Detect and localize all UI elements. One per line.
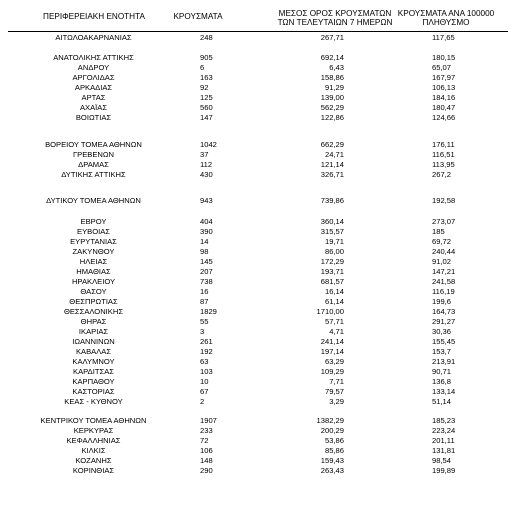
region-name: ΚΕΡΚΥΡΑΣ [73,426,114,435]
cases-per-100000-value: 273,07 [432,217,456,226]
cases-value: 92 [200,83,209,92]
region-name: ΚΙΛΚΙΣ [81,446,106,455]
header-avg-line2: ΤΩΝ ΤΕΛΕΥΤΑΙΩΝ 7 ΗΜΕΡΩΝ [277,18,393,27]
region-name: ΗΜΑΘΙΑΣ [76,267,111,276]
seven-day-average-value: 61,14 [324,297,344,306]
cases-value: 233 [200,426,213,435]
seven-day-average-value: 19,71 [324,237,344,246]
seven-day-average-value: 263,43 [320,466,344,475]
table-row [0,416,512,426]
region-name: ΚΕΦΑΛΛΗΝΙΑΣ [66,436,121,445]
seven-day-average-value: 193,71 [320,267,344,276]
seven-day-average-value: 1710,00 [316,307,344,316]
seven-day-average-value: 562,29 [320,103,344,112]
seven-day-average-value: 53,86 [324,436,344,445]
table-row [0,317,512,327]
region-name: ΚΟΖΑΝΗΣ [75,456,112,465]
table-row [0,33,512,43]
seven-day-average-value: 85,86 [324,446,344,455]
seven-day-average-value: 16,14 [324,287,344,296]
cases-per-100000-value: 223,24 [432,426,456,435]
region-name: ΘΕΣΠΡΩΤΙΑΣ [69,297,118,306]
region-name: ΚΑΣΤΟΡΙΑΣ [72,387,115,396]
cases-value: 248 [200,33,213,42]
table-row [0,277,512,287]
table-row [0,140,512,150]
cases-per-100000-value: 91,02 [432,257,452,266]
region-name: ΔΡΑΜΑΣ [78,160,109,169]
cases-per-100000-value: 124,66 [432,113,456,122]
region-name: ΙΩΑΝΝΙΝΩΝ [72,337,115,346]
cases-value: 560 [200,103,213,112]
table-row [0,160,512,170]
region-name: ΗΛΕΙΑΣ [79,257,108,266]
cases-per-100000-value: 131,81 [432,446,456,455]
table-row [0,83,512,93]
table-row [0,446,512,456]
region-name: ΕΒΡΟΥ [80,217,107,226]
seven-day-average-value: 4,71 [329,327,344,336]
cases-per-100000-value: 240,44 [432,247,456,256]
region-name: ΘΑΣΟΥ [80,287,107,296]
table-row [0,267,512,277]
table-row [0,93,512,103]
table-row [0,357,512,367]
table-row [0,327,512,337]
seven-day-average-value: 267,71 [320,33,344,42]
cases-per-100000-value: 155,45 [432,337,456,346]
cases-value: 738 [200,277,213,286]
table-row [0,337,512,347]
header-per-line1: ΚΡΟΥΣΜΑΤΑ ΑΝΑ 100000 [397,9,495,18]
cases-per-100000-value: 106,13 [432,83,456,92]
seven-day-average-value: 139,00 [320,93,344,102]
seven-day-average-value: 63,29 [324,357,344,366]
cases-value: 943 [200,196,213,205]
seven-day-average-value: 122,86 [320,113,344,122]
table-row [0,103,512,113]
cases-value: 290 [200,466,213,475]
region-name: ΒΟΡΕΙΟΥ ΤΟΜΕΑ ΑΘΗΝΩΝ [45,140,142,149]
region-name: ΖΑΚΥΝΘΟΥ [72,247,115,256]
cases-value: 404 [200,217,213,226]
cases-per-100000-value: 267,2 [432,170,452,179]
table-row [0,307,512,317]
cases-value: 37 [200,150,209,159]
seven-day-average-value: 1382,29 [316,416,344,425]
cases-per-100000-value: 180,47 [432,103,456,112]
cases-value: 72 [200,436,209,445]
seven-day-average-value: 109,29 [320,367,344,376]
cases-per-100000-value: 65,07 [432,63,452,72]
region-name: ΚΕΝΤΡΙΚΟΥ ΤΟΜΕΑ ΑΘΗΝΩΝ [40,416,147,425]
seven-day-average-value: 360,14 [320,217,344,226]
seven-day-average-value: 6,43 [329,63,344,72]
region-name: ΑΡΤΑΣ [81,93,106,102]
cases-value: 192 [200,347,213,356]
header-avg-line1: ΜΕΣΟΣ ΟΡΟΣ ΚΡΟΥΣΜΑΤΩΝ [278,9,392,18]
region-name: ΔΥΤΙΚΟΥ ΤΟΜΕΑ ΑΘΗΝΩΝ [46,196,141,205]
cases-per-100000-value: 201,11 [432,436,455,445]
table-row [0,63,512,73]
cases-value: 63 [200,357,209,366]
header-cases: ΚΡΟΥΣΜΑΤΑ [173,12,223,21]
region-name: ΚΑΡΠΑΘΟΥ [72,377,115,386]
cases-per-100000-value: 69,72 [432,237,452,246]
cases-per-100000-value: 185,23 [432,416,456,425]
cases-per-100000-value: 184,16 [432,93,456,102]
region-name: ΑΡΚΑΔΙΑΣ [74,83,113,92]
table-row [0,426,512,436]
seven-day-average-value: 326,71 [320,170,344,179]
seven-day-average-value: 197,14 [320,347,344,356]
table-row [0,247,512,257]
cases-per-100000-value: 176,11 [432,140,455,149]
seven-day-average-value: 681,57 [320,277,344,286]
table-row [0,436,512,446]
region-name: ΕΥΡΥΤΑΝΙΑΣ [70,237,117,246]
cases-value: 905 [200,53,213,62]
table-row [0,387,512,397]
cases-value: 1042 [200,140,217,149]
cases-per-100000-value: 30,36 [432,327,452,336]
cases-value: 103 [200,367,213,376]
seven-day-average-value: 692,14 [320,53,344,62]
cases-value: 14 [200,237,209,246]
cases-per-100000-value: 113,95 [432,160,455,169]
cases-value: 112 [200,160,213,169]
seven-day-average-value: 172,29 [320,257,344,266]
cases-value: 147 [200,113,213,122]
region-name: ΘΗΡΑΣ [80,317,107,326]
seven-day-average-value: 662,29 [320,140,344,149]
header-per-line2: ΠΛΗΘΥΣΜΟ [422,18,470,27]
table-row [0,227,512,237]
cases-value: 430 [200,170,213,179]
region-name: ΑΡΓΟΛΙΔΑΣ [72,73,115,82]
region-name: ΚΑΒΑΛΑΣ [75,347,112,356]
seven-day-average-value: 57,71 [324,317,344,326]
table-row [0,196,512,206]
table-row [0,150,512,160]
region-name: ΒΟΙΩΤΙΑΣ [75,113,112,122]
cases-per-100000-value: 133,14 [432,387,456,396]
cases-value: 145 [200,257,213,266]
cases-value: 98 [200,247,209,256]
table-row [0,257,512,267]
region-name: ΚΟΡΙΝΘΙΑΣ [72,466,115,475]
table-row [0,347,512,357]
region-name: ΚΑΡΔΙΤΣΑΣ [73,367,114,376]
cases-per-100000-value: 199,6 [432,297,452,306]
seven-day-average-value: 121,14 [320,160,344,169]
cases-per-100000-value: 213,91 [432,357,456,366]
seven-day-average-value: 200,29 [320,426,344,435]
cases-value: 1907 [200,416,217,425]
cases-per-100000-value: 117,65 [432,33,455,42]
seven-day-average-value: 3,29 [329,397,344,406]
cases-per-100000-value: 164,73 [432,307,456,316]
seven-day-average-value: 739,86 [320,196,344,205]
cases-value: 390 [200,227,213,236]
cases-value: 261 [200,337,213,346]
cases-value: 55 [200,317,209,326]
region-name: ΑΝΑΤΟΛΙΚΗΣ ΑΤΤΙΚΗΣ [53,53,134,62]
cases-per-100000-value: 51,14 [432,397,452,406]
table-row [0,367,512,377]
region-name: ΗΡΑΚΛΕΙΟΥ [71,277,116,286]
cases-per-100000-value: 147,21 [432,267,456,276]
cases-per-100000-value: 180,15 [432,53,456,62]
cases-per-100000-value: 136,8 [432,377,452,386]
region-name: ΙΚΑΡΙΑΣ [78,327,109,336]
table-row [0,397,512,407]
cases-value: 163 [200,73,213,82]
cases-value: 148 [200,456,213,465]
header-region: ΠΕΡΙΦΕΡΕΙΑΚΗ ΕΝΟΤΗΤΑ [43,12,145,21]
cases-per-100000-value: 185 [432,227,445,236]
seven-day-average-value: 241,14 [320,337,344,346]
region-name: ΓΡΕΒΕΝΩΝ [72,150,115,159]
cases-per-100000-value: 98,54 [432,456,452,465]
table-row [0,170,512,180]
cases-per-100000-value: 291,27 [432,317,456,326]
seven-day-average-value: 86,00 [324,247,344,256]
seven-day-average-value: 24,71 [324,150,344,159]
region-name: ΑΝΔΡΟΥ [77,63,110,72]
header-cases-per-100000 [386,9,506,27]
region-name: ΕΥΒΟΙΑΣ [77,227,110,236]
seven-day-average-value: 7,71 [329,377,344,386]
cases-per-100000-value: 116,19 [432,287,455,296]
table-row [0,53,512,63]
cases-value: 87 [200,297,209,306]
cases-per-100000-value: 90,71 [432,367,452,376]
region-name: ΑΧΑΪΑΣ [79,103,108,112]
cases-value: 10 [200,377,209,386]
table-row [0,113,512,123]
cases-value: 16 [200,287,209,296]
cases-value: 67 [200,387,209,396]
region-name: ΘΕΣΣΑΛΟΝΙΚΗΣ [63,307,124,316]
cases-value: 3 [200,327,205,336]
table-row [0,217,512,227]
cases-value: 6 [200,63,205,72]
table-row [0,287,512,297]
seven-day-average-value: 158,86 [320,73,344,82]
table-row [0,377,512,387]
seven-day-average-value: 315,57 [320,227,344,236]
seven-day-average-value: 91,29 [324,83,344,92]
cases-per-100000-value: 153,7 [432,347,452,356]
cases-value: 1829 [200,307,217,316]
table-row [0,73,512,83]
cases-value: 106 [200,446,213,455]
table-row [0,237,512,247]
cases-per-100000-value: 167,97 [432,73,456,82]
table-row [0,297,512,307]
table-row [0,466,512,476]
cases-per-100000-value: 192,58 [432,196,456,205]
cases-per-100000-value: 199,89 [432,466,456,475]
region-name: ΚΕΑΣ - ΚΥΘΝΟΥ [64,397,123,406]
cases-per-100000-value: 241,58 [432,277,456,286]
cases-value: 207 [200,267,213,276]
region-name: ΚΑΛΥΜΝΟΥ [72,357,115,366]
region-name: ΑΙΤΩΛΟΑΚΑΡΝΑΝΙΑΣ [55,33,132,42]
header-divider [8,31,508,32]
seven-day-average-value: 159,43 [320,456,344,465]
cases-value: 125 [200,93,213,102]
cases-per-100000-value: 116,51 [432,150,455,159]
table-row [0,456,512,466]
seven-day-average-value: 79,57 [324,387,344,396]
region-name: ΔΥΤΙΚΗΣ ΑΤΤΙΚΗΣ [61,170,126,179]
cases-value: 2 [200,397,205,406]
